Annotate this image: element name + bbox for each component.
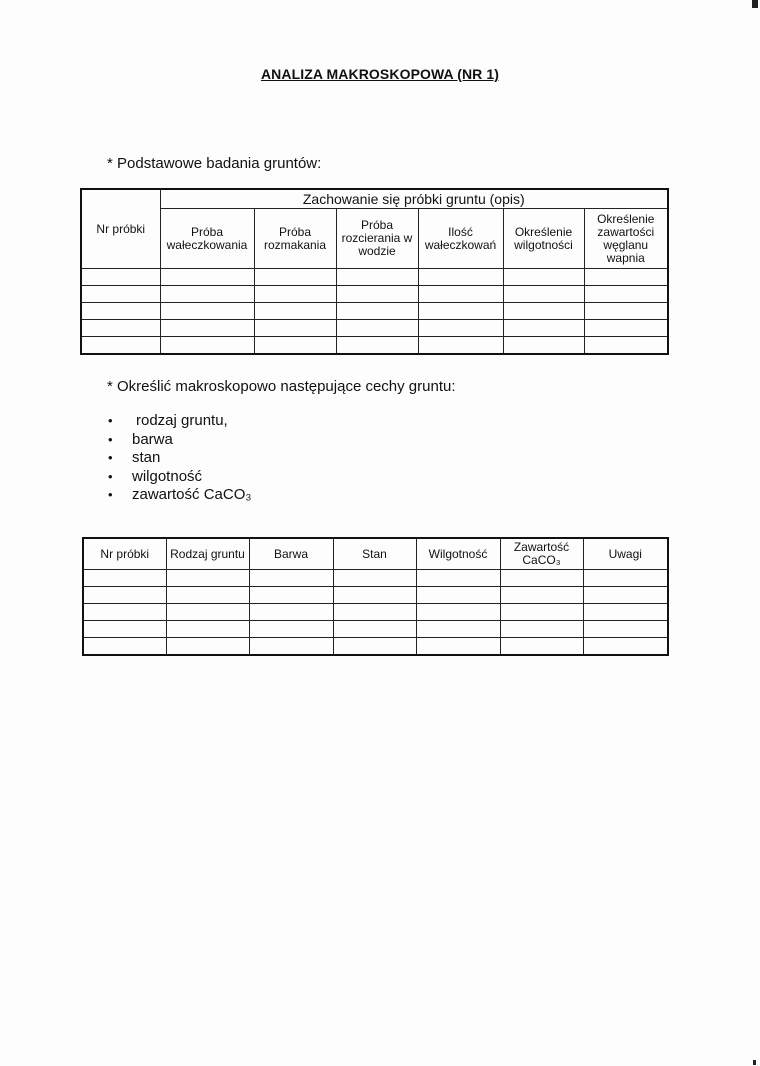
scan-edge-mark [752, 0, 758, 8]
col-header-rolling-count: Ilość wałeczkowań [418, 209, 503, 269]
col-header-sample-number: Nr próbki [81, 189, 160, 269]
table-row [83, 570, 668, 587]
table-row [81, 320, 668, 337]
table-row [83, 638, 668, 656]
col-header-carbonate: Określenie zawartości węglanu wapnia [584, 209, 668, 269]
col-header-moisture: Wilgotność [416, 538, 500, 570]
section-basic-tests-heading: * Podstawowe badania gruntów: [107, 155, 322, 172]
basic-tests-table [80, 188, 669, 355]
soil-features-list [104, 412, 251, 505]
col-header-rubbing-test: Próba rozcierania w wodzie [336, 209, 418, 269]
col-header-sample-number: Nr próbki [83, 538, 166, 570]
section-features-heading: * Określić makroskopowo następujące cechy gruntu: [107, 378, 456, 395]
list-item-text: stan [132, 449, 161, 466]
list-item [104, 486, 251, 505]
list-item [104, 431, 251, 450]
table-row [81, 303, 668, 320]
bullet-icon: • [108, 431, 113, 447]
list-item [104, 412, 251, 431]
col-header-rolling-test: Próba wałeczkowania [160, 209, 254, 269]
table-row [81, 337, 668, 355]
col-header-remarks: Uwagi [583, 538, 668, 570]
list-item-text: wilgotność [132, 467, 203, 485]
col-header-soaking-test: Próba rozmakania [254, 209, 336, 269]
list-item-text: barwa [132, 430, 173, 448]
list-item [104, 468, 251, 487]
col-header-state: Stan [333, 538, 416, 570]
scan-edge-mark [753, 1060, 756, 1065]
bullet-icon: • [108, 487, 113, 502]
soil-features-table [82, 537, 669, 656]
bullet-icon: • [108, 450, 113, 465]
table-row [81, 269, 668, 286]
list-item-text: rodzaj gruntu, [136, 412, 228, 429]
table-row [81, 286, 668, 303]
table-row [83, 604, 668, 621]
page-title: ANALIZA MAKROSKOPOWA (NR 1) [260, 66, 500, 82]
table-row [83, 587, 668, 604]
col-header-soil-type: Rodzaj gruntu [166, 538, 249, 570]
list-item [104, 449, 251, 468]
col-header-caco3-content: Zawartość CaCO₃ [500, 538, 583, 570]
group-header-sample-behavior: Zachowanie się próbki gruntu (opis) [160, 189, 668, 209]
bullet-icon: • [108, 413, 113, 428]
col-header-color: Barwa [249, 538, 333, 570]
col-header-moisture: Określenie wilgotności [503, 209, 584, 269]
table-row [83, 621, 668, 638]
list-item-text: zawartość CaCO₃ [132, 486, 252, 503]
bullet-icon: • [108, 468, 113, 484]
